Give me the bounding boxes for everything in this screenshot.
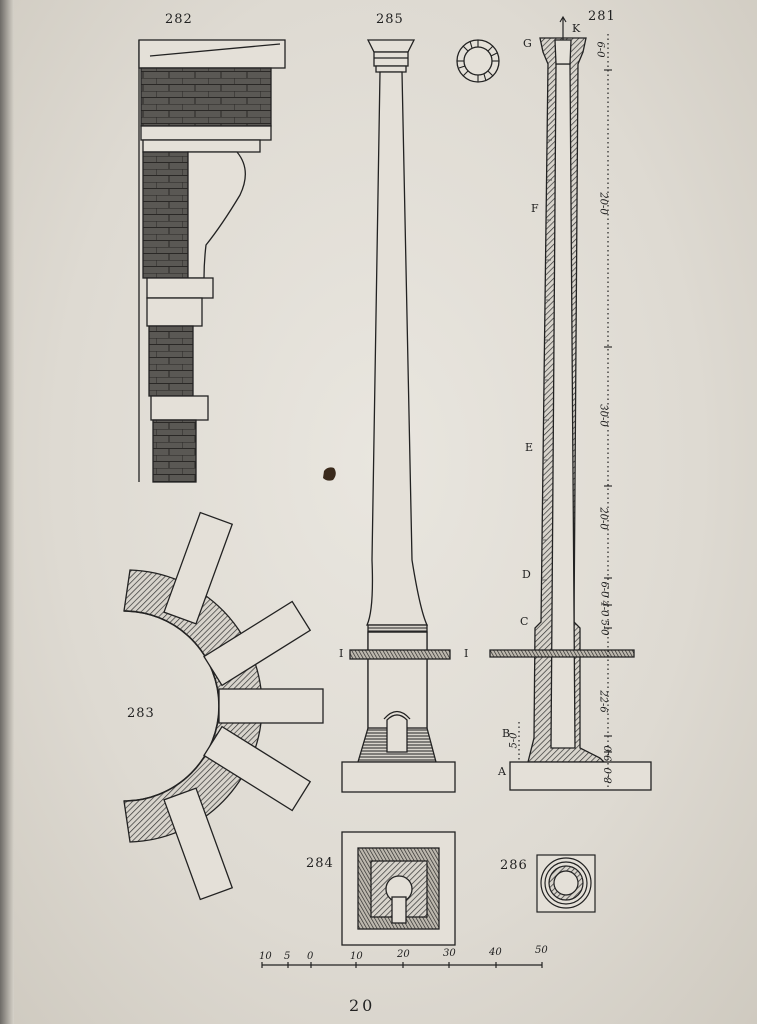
scale-tick-label: 10 <box>259 951 272 962</box>
dimension-text: 30-0 <box>597 404 609 427</box>
scale-tick-label: 40 <box>489 947 502 958</box>
section-label-i-left: I <box>339 647 344 660</box>
figure-284-base-plan <box>342 832 455 945</box>
label-e: E <box>525 441 534 454</box>
scale-tick-label: 5 <box>284 951 291 962</box>
label-a: A <box>498 765 506 778</box>
scale-tick-label: 20 <box>397 949 410 960</box>
figure-number-281: 281 <box>588 9 616 24</box>
figure-286-top-plan <box>537 855 595 912</box>
dimension-text: 8-0 <box>603 767 615 784</box>
figure-281-chimney-section <box>490 17 651 790</box>
dimension-text: 20-0 <box>597 192 609 215</box>
dimension-text: 4-0 <box>598 600 610 617</box>
figure-number-283: 283 <box>127 706 155 721</box>
dimension-text: 6-0 <box>594 41 606 58</box>
dimension-text: 5-0 <box>598 619 610 636</box>
scale-tick-label: 30 <box>443 948 456 959</box>
dimension-text: 20-0 <box>597 507 609 530</box>
label-g: G <box>523 37 532 50</box>
dimension-text: 9-0 <box>603 745 615 762</box>
scale-tick-label: 50 <box>535 945 548 956</box>
dimension-text: 22-6 <box>597 690 609 713</box>
figure-number-282: 282 <box>165 12 193 27</box>
dimension-text: 6-0 <box>598 581 610 598</box>
label-d: D <box>522 568 531 581</box>
ink-stain <box>323 467 336 480</box>
page-number: 20 <box>349 996 376 1015</box>
figure-number-285: 285 <box>376 12 404 27</box>
label-f: F <box>531 202 539 215</box>
scale-bar <box>262 962 542 968</box>
scale-tick-label: 10 <box>350 951 363 962</box>
label-c: C <box>520 615 529 628</box>
figure-285-top-plan-ring <box>457 40 499 82</box>
section-label-i-right: I <box>464 647 469 660</box>
dimension-text: 5-0 <box>508 732 520 749</box>
label-k: K <box>572 22 581 35</box>
figure-number-284: 284 <box>306 856 334 871</box>
figure-285-chimney-elevation <box>342 40 455 792</box>
figure-282-cornice-section <box>139 40 285 482</box>
figure-number-286: 286 <box>500 858 528 873</box>
scale-tick-label: 0 <box>307 951 314 962</box>
label-b: B <box>502 727 511 740</box>
